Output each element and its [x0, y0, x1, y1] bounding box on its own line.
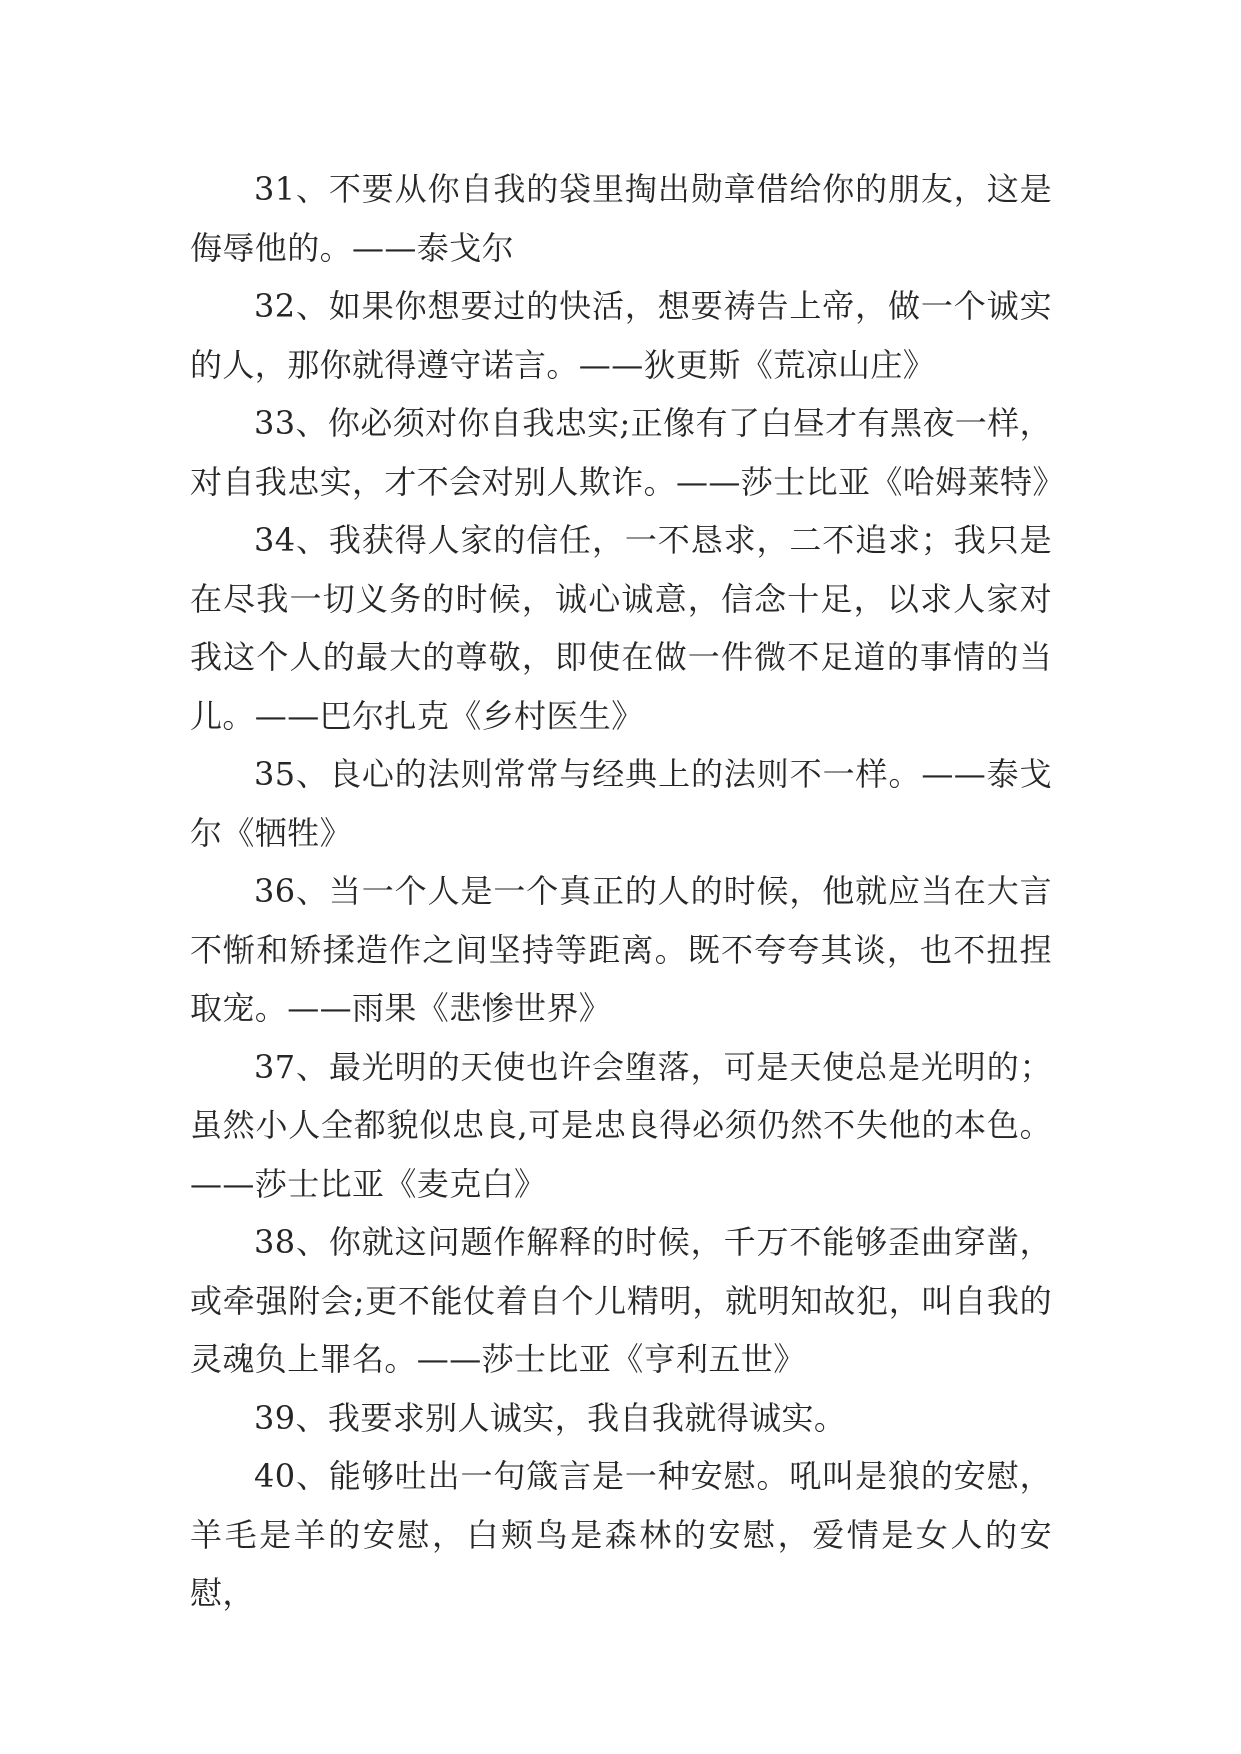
quote-paragraph: 38、你就这问题作解释的时候，千万不能够歪曲穿凿，或牵强附会;更不能仗着自个儿精明，就明知故犯，叫自我的灵魂负上罪名。——莎士比亚《亨利五世》 [190, 1223, 1052, 1378]
quote-paragraph: 33、你必须对你自我忠实;正像有了白昼才有黑夜一样，对自我忠实，才不会对别人欺诈。——莎士比亚《哈姆莱特》 [190, 404, 1065, 501]
quote-paragraph: 39、我要求别人诚实，我自我就得诚实。 [254, 1398, 847, 1437]
quote-paragraph: 37、最光明的天使也许会堕落，可是天使总是光明的；虽然小人全都貌似忠良,可是忠良得必须仍然不失他的本色。——莎士比亚《麦克白》 [190, 1047, 1052, 1203]
quote-paragraph: 32、如果你想要过的快活，想要祷告上帝，做一个诚实的人，那你就得遵守诺言。——狄更斯《荒凉山庄》 [190, 287, 1052, 384]
quote-paragraph: 40、能够吐出一句箴言是一种安慰。吼叫是狼的安慰，羊毛是羊的安慰，白颊鸟是森林的安慰，爱情是女人的安慰， [190, 1457, 1052, 1612]
quote-paragraph: 34、我获得人家的信任，一不恳求，二不追求；我只是在尽我一切义务的时候，诚心诚意，信念十足，以求人家对我这个人的最大的尊敬，即使在做一件微不足道的事情的当儿。——巴尔扎克《乡村医生》 [190, 521, 1052, 735]
quote-paragraph: 35、良心的法则常常与经典上的法则不一样。——泰戈尔《牺牲》 [190, 755, 1052, 852]
quote-paragraph: 31、不要从你自我的袋里掏出勋章借给你的朋友，这是侮辱他的。——泰戈尔 [190, 170, 1052, 267]
quote-paragraph: 36、当一个人是一个真正的人的时候，他就应当在大言不惭和矫揉造作之间坚持等距离。既不夸夸其谈，也不扭捏取宠。——雨果《悲惨世界》 [190, 872, 1052, 1027]
quote-list [190, 160, 1065, 1623]
